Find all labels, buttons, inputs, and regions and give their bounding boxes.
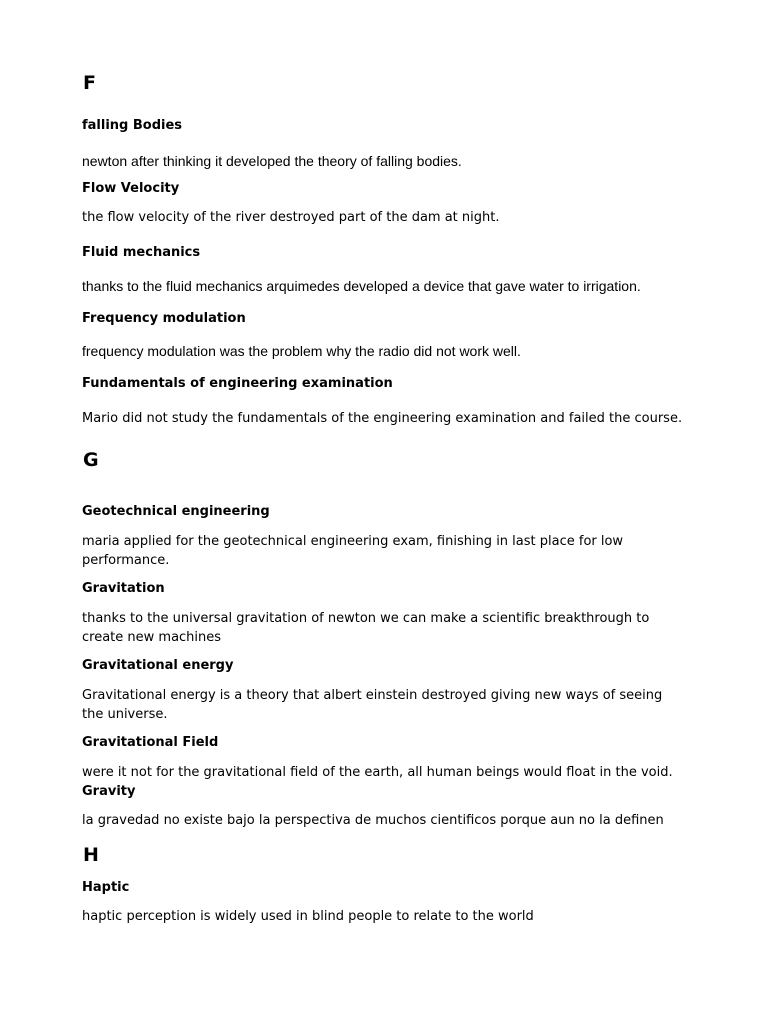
sentence-geotechnical-engineering: maria applied for the geotechnical engineering exam, finishing in last place for low performance.: [82, 534, 624, 568]
sentence-fluid-mechanics: thanks to the fluid mechanics arquimedes developed a device that gave water to irrigation.: [82, 278, 641, 294]
term-geotechnical-engineering: Geotechnical engineering: [82, 504, 270, 519]
term-fundamentals-engineering-exam: Fundamentals of engineering examination: [82, 376, 393, 391]
term-gravitational-energy: Gravitational energy: [82, 658, 234, 673]
sentence-frequency-modulation: frequency modulation was the problem why the radio did not work well.: [82, 343, 521, 359]
sentence-gravitational-field: were it not for the gravitational field of the earth, all human beings would float in the void.: [82, 765, 673, 780]
sentence-haptic: haptic perception is widely used in blind people to relate to the world: [82, 909, 534, 924]
term-gravitational-field: Gravitational Field: [82, 735, 219, 750]
sentence-gravity: la gravedad no existe bajo la perspectiva de muchos cientificos porque aun no la definen: [82, 813, 664, 828]
sentence-gravitational-energy: Gravitational energy is a theory that albert einstein destroyed giving new ways of seeing the universe.: [82, 688, 663, 722]
term-flow-velocity: Flow Velocity: [82, 181, 180, 196]
term-falling-bodies: falling Bodies: [82, 118, 183, 133]
term-gravity: Gravity: [82, 784, 136, 799]
term-gravitation: Gravitation: [82, 581, 165, 596]
sentence-fundamentals-engineering-exam: Mario did not study the fundamentals of the engineering examination and failed the course.: [82, 411, 683, 426]
term-haptic: Haptic: [82, 880, 130, 895]
term-fluid-mechanics: Fluid mechanics: [82, 245, 201, 260]
term-frequency-modulation: Frequency modulation: [82, 311, 246, 326]
sentence-falling-bodies: newton after thinking it developed the theory of falling bodies.: [82, 153, 462, 169]
sentence-gravitation: thanks to the universal gravitation of newton we can make a scientific breakthrough to create new machines: [82, 611, 650, 645]
section-letter-f: F: [83, 72, 96, 94]
section-letter-g: G: [83, 449, 99, 471]
section-letter-h: H: [83, 844, 99, 866]
sentence-flow-velocity: the flow velocity of the river destroyed part of the dam at night.: [82, 210, 500, 225]
